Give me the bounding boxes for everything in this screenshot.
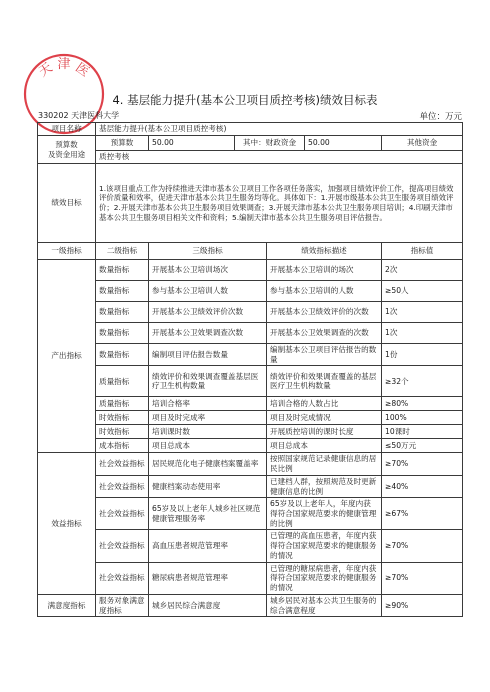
- performance-target-table: [37, 122, 463, 617]
- indicator-row: [38, 411, 463, 425]
- budget-row: [38, 136, 463, 151]
- indicator-row: [38, 562, 463, 594]
- indicator-value: 2次: [382, 260, 463, 281]
- indicator-header-row: [38, 243, 463, 260]
- indicator-value: ≥70%: [382, 453, 463, 475]
- header-level2: 二级指标: [96, 243, 149, 260]
- level2-indicator: 社会效益指标: [96, 498, 149, 530]
- level3-indicator: 高血压患者规范管理率: [149, 530, 267, 562]
- level3-indicator: 糖尿病患者规范管理率: [149, 562, 267, 594]
- table-body: [38, 123, 463, 617]
- header-desc: 绩效指标描述: [267, 243, 382, 260]
- indicator-value: ≥80%: [382, 397, 463, 411]
- indicator-value: ≥40%: [382, 475, 463, 497]
- level3-indicator: 绩效评价和效果调查覆盖基层医疗卫生机构数量: [149, 366, 267, 397]
- other-funds-label: 其他资金: [382, 136, 463, 151]
- budget-label: 预算数 及资金用途: [38, 136, 96, 164]
- level2-indicator: 时效指标: [96, 411, 149, 425]
- indicator-row: [38, 530, 463, 562]
- budget-num-label: 预算数: [96, 136, 149, 151]
- level2-indicator: 数量指标: [96, 344, 149, 366]
- indicator-value: ≥67%: [382, 498, 463, 530]
- level3-indicator: 居民规范化电子健康档案覆盖率: [149, 453, 267, 475]
- indicator-description: 65岁及以上老年人，年度内获得符合国家规范要求的健康管理的比例: [267, 498, 382, 530]
- level2-indicator: 社会效益指标: [96, 562, 149, 594]
- document-title: 4. 基层能力提升(基本公卫项目质控考核)绩效目标表: [112, 93, 378, 107]
- indicator-value: ≥70%: [382, 562, 463, 594]
- fiscal-value: 50.00: [305, 136, 382, 151]
- level2-indicator: 时效指标: [96, 425, 149, 439]
- indicator-value: ≤50万元: [382, 439, 463, 453]
- header-value: 指标值: [382, 243, 463, 260]
- level2-indicator: 质量指标: [96, 397, 149, 411]
- indicator-row: [38, 260, 463, 281]
- goal-label: 绩效目标: [38, 164, 96, 243]
- indicator-description: 项目及时完成情况: [267, 411, 382, 425]
- level2-indicator: 社会效益指标: [96, 530, 149, 562]
- indicator-value: ≥32个: [382, 366, 463, 397]
- indicator-description: 已管理的高血压患者，年度内获得符合国家规范要求的健康服务的情况: [267, 530, 382, 562]
- usage-row: [38, 151, 463, 164]
- indicator-row: [38, 439, 463, 453]
- indicator-description: 城乡居民对基本公共卫生服务的综合满意程度: [267, 594, 382, 616]
- level2-indicator: 数量指标: [96, 260, 149, 281]
- indicator-value: ≥90%: [382, 594, 463, 616]
- level2-indicator: 服务对象满意度指标: [96, 594, 149, 616]
- level2-indicator: 社会效益指标: [96, 453, 149, 475]
- indicator-description: 参与基本公卫培训的人数: [267, 281, 382, 302]
- indicator-description: 开展基本公卫培训的场次: [267, 260, 382, 281]
- level2-indicator: 社会效益指标: [96, 475, 149, 497]
- goal-text: 1.该项目重点工作为持续推进天津市基本公卫项目工作各项任务落实，加强项目绩效评价工作，提高项目绩效评价质量和效率，促进天津市基本公共卫生服务均等化。具体如下：1.开展市级基本公共卫生服务项目绩效评价；2.开展天津市基本公共卫生服务项目效果调查；3.开展天津市基本公共卫生服务项目培训；4.印刷天津市基本公共卫生服务项目相关文件和资料；5.编制天津市基本公共卫生服务项目评估报告。: [96, 164, 463, 243]
- level3-indicator: 健康档案动态使用率: [149, 475, 267, 497]
- level1-indicator: 产出指标: [38, 260, 96, 453]
- indicator-row: [38, 281, 463, 302]
- indicator-row: [38, 475, 463, 497]
- indicator-description: 绩效评价和效果调查覆盖的基层医疗卫生机构数量: [267, 366, 382, 397]
- indicator-row: [38, 344, 463, 366]
- indicator-description: 开展质控培训的课时长度: [267, 425, 382, 439]
- unit-label: 单位：万元: [419, 112, 462, 122]
- svg-text:天 津 医: 天 津 医: [36, 57, 92, 81]
- indicator-value: 100%: [382, 411, 463, 425]
- indicator-value: ≥70%: [382, 530, 463, 562]
- indicator-description: 已管理的糖尿病患者，年度内获得符合国家规范要求的健康服务的情况: [267, 562, 382, 594]
- indicator-description: 培训合格的人数占比: [267, 397, 382, 411]
- indicator-value: 10课时: [382, 425, 463, 439]
- indicator-row: [38, 323, 463, 344]
- level2-indicator: 数量指标: [96, 302, 149, 323]
- project-name-label: 项目名称: [38, 123, 96, 136]
- level3-indicator: 编制项目评估报告数量: [149, 344, 267, 366]
- fund-usage-value: 质控考核: [96, 151, 463, 164]
- project-name-row: [38, 123, 463, 136]
- indicator-row: [38, 397, 463, 411]
- level2-indicator: 数量指标: [96, 281, 149, 302]
- indicator-description: 开展基本公卫绩效评价的次数: [267, 302, 382, 323]
- project-name-value: 基层能力提升(基本公卫项目质控考核): [96, 123, 463, 136]
- level3-indicator: 项目总成本: [149, 439, 267, 453]
- level1-indicator: 效益指标: [38, 453, 96, 594]
- unit-code: 330202 天津医科大学: [38, 111, 120, 120]
- header-level3: 三级指标: [149, 243, 267, 260]
- level3-indicator: 项目及时完成率: [149, 411, 267, 425]
- fiscal-label: 其中：财政资金: [235, 136, 305, 151]
- indicator-row: [38, 302, 463, 323]
- level3-indicator: 参与基本公卫培训人数: [149, 281, 267, 302]
- header-level1: 一级指标: [38, 243, 96, 260]
- indicator-value: ≥50人: [382, 281, 463, 302]
- indicator-row: [38, 425, 463, 439]
- indicator-description: 已建档人群，按照规范及时更新健康信息的比例: [267, 475, 382, 497]
- indicator-value: 1份: [382, 344, 463, 366]
- indicator-description: 按照国家规范记录健康信息的居民比例: [267, 453, 382, 475]
- indicator-description: 编制基本公卫项目评估报告的数量: [267, 344, 382, 366]
- indicator-value: 1次: [382, 323, 463, 344]
- level3-indicator: 培训合格率: [149, 397, 267, 411]
- indicator-row: [38, 594, 463, 616]
- level3-indicator: 培训课时数: [149, 425, 267, 439]
- indicator-description: 开展基本公卫效果调查的次数: [267, 323, 382, 344]
- level2-indicator: 数量指标: [96, 323, 149, 344]
- budget-num-value: 50.00: [149, 136, 235, 151]
- indicator-row: [38, 498, 463, 530]
- indicator-value: 1次: [382, 302, 463, 323]
- level2-indicator: 质量指标: [96, 366, 149, 397]
- level2-indicator: 成本指标: [96, 439, 149, 453]
- level3-indicator: 开展基本公卫培训场次: [149, 260, 267, 281]
- level3-indicator: 开展基本公卫效果调查次数: [149, 323, 267, 344]
- indicator-row: [38, 453, 463, 475]
- goal-row: [38, 164, 463, 243]
- indicator-description: 项目总成本: [267, 439, 382, 453]
- level1-indicator: 满意度指标: [38, 594, 96, 616]
- indicator-row: [38, 366, 463, 397]
- level3-indicator: 开展基本公卫绩效评价次数: [149, 302, 267, 323]
- level3-indicator: 城乡居民综合满意度: [149, 594, 267, 616]
- level3-indicator: 65岁及以上老年人城乡社区规范健康管理服务率: [149, 498, 267, 530]
